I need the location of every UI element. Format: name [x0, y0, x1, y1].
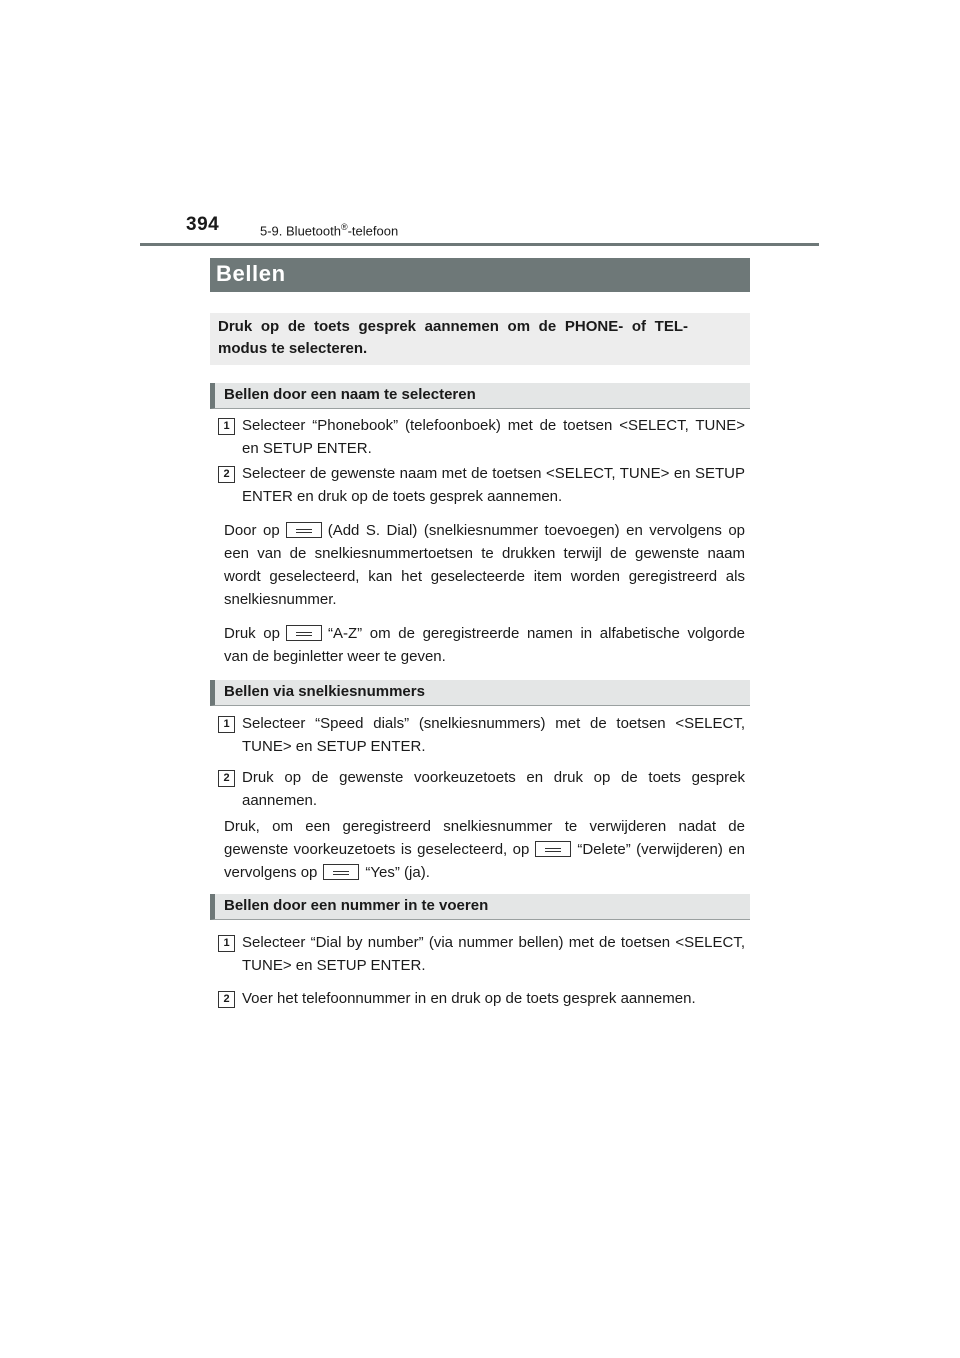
note-text: Druk, om een geregistreerd snelkiesnummer te verwijderen nadat de gewenste voorkeuzetoets is geselecteerd, op — [224, 818, 745, 858]
note-paragraph — [224, 519, 745, 611]
note-paragraph — [224, 622, 745, 668]
note-text: “Yes” (ja). — [365, 864, 430, 881]
section-heading-by-number — [210, 894, 750, 920]
key-icon — [286, 522, 322, 538]
registered-mark: ® — [340, 222, 348, 232]
section-heading-by-name — [210, 383, 750, 409]
section-reference — [260, 222, 398, 238]
key-icon — [535, 841, 571, 857]
section-suffix: -telefoon — [347, 223, 399, 239]
section-heading-speed-dials — [210, 680, 750, 706]
header-rule — [140, 243, 819, 246]
step-number: 1 — [218, 418, 235, 435]
section-heading-text: Bellen door een nummer in te voeren — [224, 897, 489, 914]
note-text: Druk op — [224, 625, 280, 642]
step-text: Druk op de gewenste voorkeuzetoets en druk op de toets gesprek aannemen. — [242, 769, 745, 809]
step-number: 2 — [218, 466, 235, 483]
section-heading-text: Bellen door een naam te selecteren — [224, 386, 476, 403]
step-text: Selecteer “Speed dials” (snelkiesnummers) met de toetsen <SELECT, TUNE> en SETUP ENTER. — [242, 715, 745, 755]
key-icon — [323, 864, 359, 880]
step-number: 1 — [218, 935, 235, 952]
step-text: Selecteer “Phonebook” (telefoonboek) met de toetsen <SELECT, TUNE> en SETUP ENTER. — [242, 417, 745, 457]
step-text: Voer het telefoonnummer in en druk op de toets gesprek aannemen. — [242, 990, 696, 1007]
step-number: 2 — [218, 991, 235, 1008]
step-number: 2 — [218, 770, 235, 787]
page-number: 394 — [186, 214, 220, 235]
section-heading-text: Bellen via snelkiesnummers — [224, 683, 425, 700]
note-text: “A-Z” om de geregistreerde namen in alfabetische volgorde van de beginletter weer te geven. — [224, 625, 745, 665]
chapter-title: Bellen — [216, 261, 286, 286]
intro-text: Druk op de toets gesprek aannemen om de PHONE- of TEL-modus te selecteren. — [218, 318, 688, 357]
step-number: 1 — [218, 716, 235, 733]
section-prefix: 5-9. Bluetooth — [260, 223, 341, 239]
note-text: (Add S. Dial) (snelkiesnummer toevoegen) en vervolgens op een van de snelkiesnummertoetsen te drukken terwijl de gewenste naam wordt geselecteerd, kan het geselecteerde item worden geregistreerd als snelkiesnummer. — [224, 522, 746, 608]
note-text: Door op — [224, 522, 280, 539]
step-text: Selecteer “Dial by number” (via nummer bellen) met de toetsen <SELECT, TUNE> en SETUP ENTER. — [242, 934, 745, 974]
key-icon — [286, 625, 322, 641]
note-paragraph — [224, 815, 745, 884]
note-text: “Delete” (verwijderen) en vervolgens op — [224, 841, 746, 881]
step-text: Selecteer de gewenste naam met de toetsen <SELECT, TUNE> en SETUP ENTER en druk op de toets gesprek aannemen. — [242, 465, 745, 505]
page-header — [0, 0, 960, 250]
chapter-title-bar — [210, 258, 750, 292]
